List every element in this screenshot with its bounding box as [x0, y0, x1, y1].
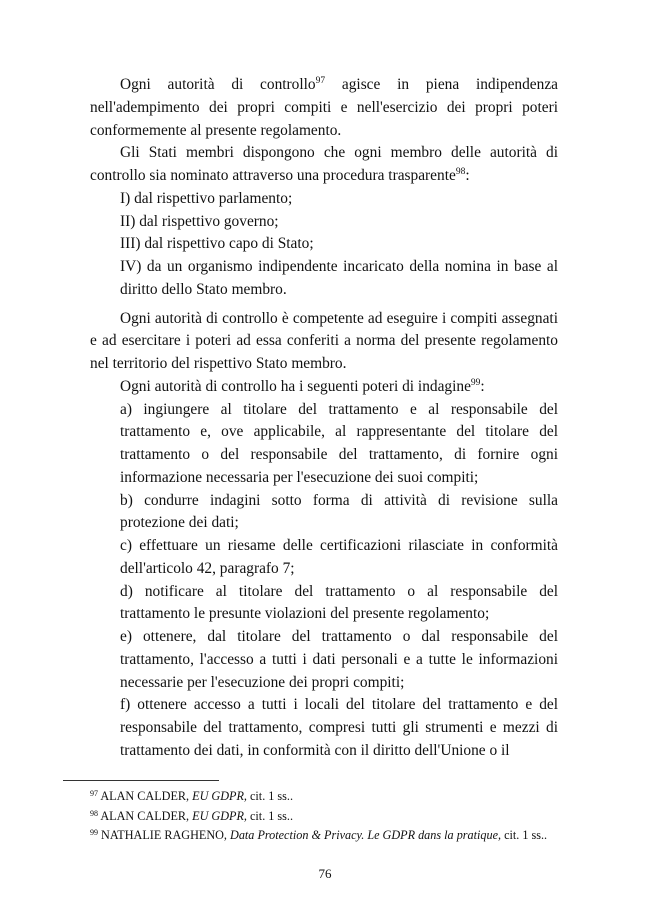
list-item: f) ottenere accesso a tutti i locali del titolare del trattamento e del responsabile del trattamento, compresi tutti gli strumenti e mezzi di trattamento dei dati, in conformità con il diritto dell'Unione o il — [120, 696, 558, 759]
list-item: a) ingiungere al titolare del trattamento e al responsabile del trattamento e, ove applicabile, al rappresentante del titolare del trattamento o del responsabile del trattamento, di fornire ogni informazione necessaria per l'esecuzione dei suoi compiti; — [120, 400, 558, 486]
footnotes — [90, 787, 558, 846]
footnote-title: Data Protection & Privacy. Le GDPR dans la pratique, — [230, 828, 502, 843]
footnote-title: EU GDPR, — [192, 808, 247, 823]
paragraph-text: : — [480, 377, 485, 395]
footnote-number: 97 — [90, 789, 98, 798]
list-item: III) dal rispettivo capo di Stato; — [120, 235, 314, 253]
list-item: IV) da un organismo indipendente incaricato della nomina in base al diritto dello Stato membro. — [120, 258, 558, 298]
list-item: I) dal rispettivo parlamento; — [120, 189, 293, 207]
paragraph-text: Ogni autorità di controllo — [120, 76, 316, 93]
paragraph-independence — [90, 74, 558, 142]
footnote-number: 99 — [90, 828, 98, 838]
paragraph-competence: Ogni autorità di controllo è competente ad eseguire i compiti assegnati e ad esercitare i poteri ad essa conferiti a norma del presente regolamento nel territorio del rispettivo Stato membro. — [90, 309, 558, 372]
footnote-author: NATHALIE RAGHENO, — [101, 828, 231, 843]
paragraph-investigative-powers — [90, 376, 558, 399]
footnote-number: 98 — [90, 808, 98, 818]
list-item: b) condurre indagini sotto forma di attività di revisione sulla protezione dei dati; — [120, 491, 558, 532]
footnote-title: EU GDPR, — [192, 789, 247, 803]
footnote-ref-98[interactable]: 98 — [455, 167, 466, 177]
footnote-ref-97[interactable]: 97 — [315, 76, 326, 86]
paragraph-text: Ogni autorità di controllo ha i seguenti poteri di indagine — [120, 377, 471, 395]
footnote-98 — [90, 807, 558, 827]
footnote-ref-99[interactable]: 99 — [470, 377, 481, 388]
footnote-99 — [90, 826, 558, 846]
footnote-citation: cit. 1 ss.. — [246, 789, 294, 803]
footnote-author: ALAN CALDER, — [100, 808, 193, 823]
footnote-citation: cit. 1 ss.. — [501, 828, 548, 843]
list-item: e) ottenere, dal titolare del trattamento o dal responsabile del trattamento, l'accesso a tutti i dati personali e a tutte le informazioni necessarie per l'esecuzione dei propri compiti; — [120, 628, 558, 691]
paragraph-text: Gli Stati membri dispongono che ogni membro delle autorità di controllo sia nominato attraverso una procedura trasparente — [90, 144, 558, 184]
list-item: c) effettuare un riesame delle certificazioni rilasciate in conformità dell'articolo 42, paragrafo 7; — [120, 537, 558, 577]
paragraph-text: : — [465, 167, 470, 184]
footnote-citation: cit. 1 ss.. — [246, 808, 294, 823]
page-number: 76 — [318, 866, 332, 881]
footnote-97 — [90, 787, 558, 807]
paragraph-appointment — [90, 142, 558, 188]
footnote-author: ALAN CALDER, — [100, 789, 193, 803]
list-item: II) dal rispettivo governo; — [120, 212, 279, 230]
body-text — [90, 74, 558, 763]
list-item: d) notificare al titolare del trattamento o al responsabile del trattamento le presunte violazioni del presente regolamento; — [120, 582, 558, 623]
paragraph-text: agisce in piena indipendenza nell'adempimento dei propri compiti e nell'esercizio dei propri poteri conformemente al presente regolamento. — [90, 76, 558, 139]
footnote-divider — [63, 780, 219, 781]
